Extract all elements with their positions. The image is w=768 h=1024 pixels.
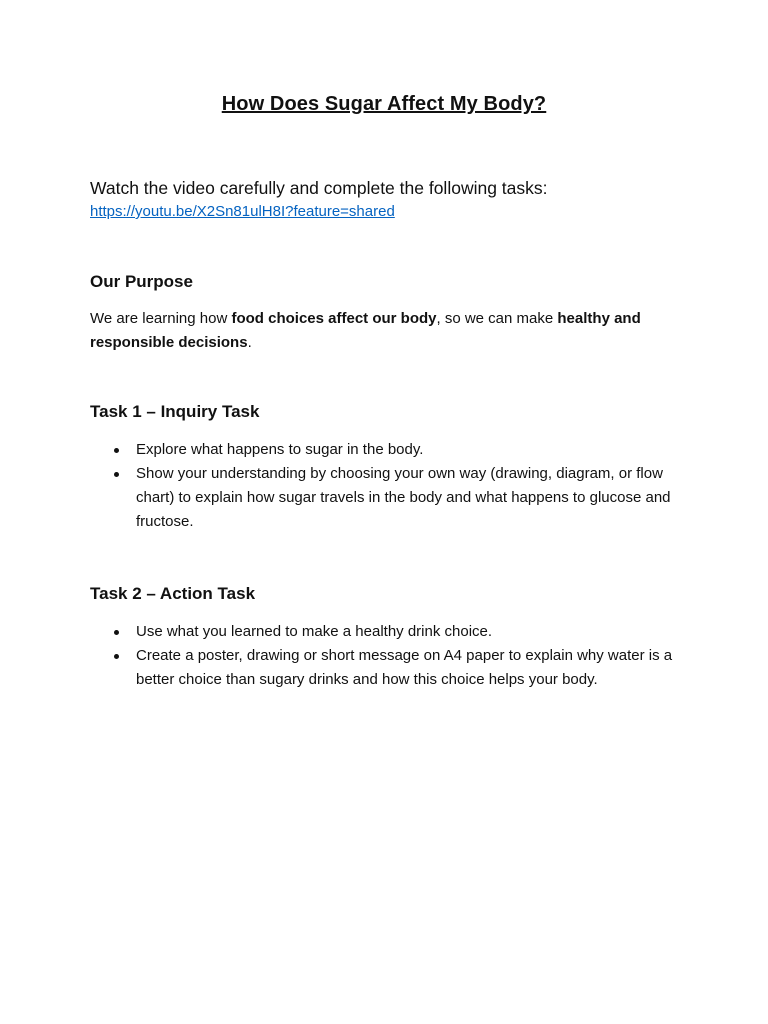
bullet-icon bbox=[114, 654, 119, 659]
intro-text: Watch the video carefully and complete the following tasks: bbox=[90, 178, 548, 198]
list-item bbox=[90, 644, 680, 692]
purpose-text-1: We are learning how bbox=[90, 310, 232, 327]
list-item-text: Show your understanding by choosing your own way (drawing, diagram, or flow chart) to explain how sugar travels in the body and what happens to glucose and fructose. bbox=[136, 465, 671, 530]
purpose-heading: Our Purpose bbox=[90, 272, 193, 291]
task2-heading: Task 2 – Action Task bbox=[90, 584, 256, 603]
task2-list bbox=[90, 620, 680, 692]
page-title: How Does Sugar Affect My Body? bbox=[221, 93, 547, 115]
bullet-icon bbox=[114, 630, 119, 635]
bullet-icon bbox=[114, 472, 119, 477]
list-item bbox=[90, 620, 680, 644]
purpose-paragraph bbox=[90, 307, 680, 355]
video-link[interactable]: https://youtu.be/X2Sn81ulH8I?feature=shared bbox=[90, 203, 395, 220]
bullet-icon bbox=[114, 448, 119, 453]
purpose-bold-1: food choices affect our body bbox=[231, 310, 437, 327]
purpose-bold-2: healthy and responsible decisions bbox=[90, 310, 641, 351]
task1-heading: Task 1 – Inquiry Task bbox=[90, 402, 260, 421]
list-item-text: Use what you learned to make a healthy drink choice. bbox=[136, 623, 493, 640]
list-item bbox=[90, 438, 680, 462]
list-item bbox=[90, 462, 680, 534]
list-item-text: Create a poster, drawing or short message on A4 paper to explain why water is a better choice than sugary drinks and how this choice helps your body. bbox=[136, 647, 673, 688]
purpose-text-3: . bbox=[247, 334, 252, 351]
list-item-text: Explore what happens to sugar in the body. bbox=[136, 441, 424, 458]
purpose-text-2: , so we can make bbox=[436, 310, 558, 327]
task1-list bbox=[90, 438, 680, 534]
